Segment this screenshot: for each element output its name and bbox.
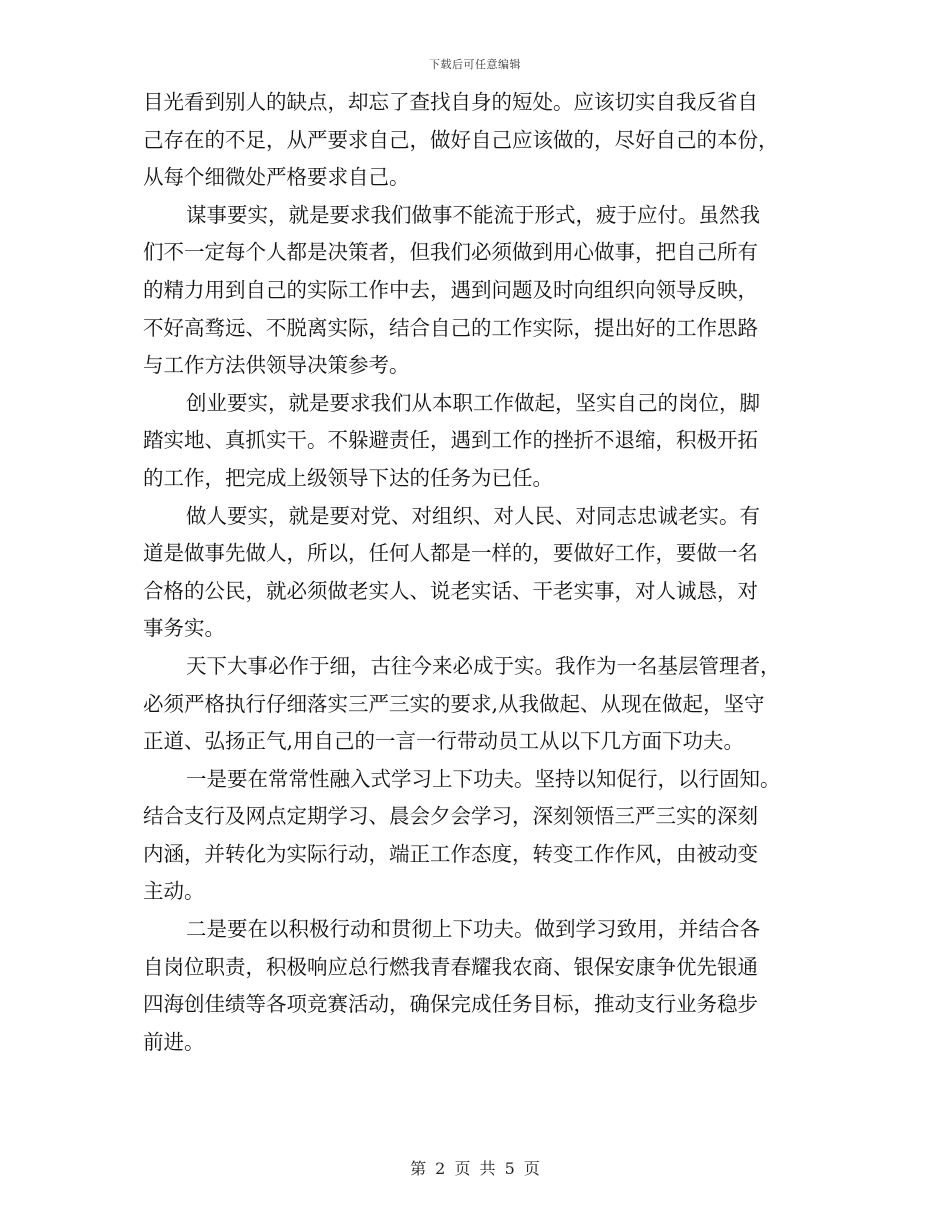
document-body <box>143 84 811 1061</box>
text-line: 的精力用到自己的实际工作中去，遇到问题及时向组织向领导反映， <box>143 277 758 302</box>
text-line: 前进。 <box>143 1029 205 1054</box>
text-line: 一是要在常常性融入式学习上下功夫。坚持以知促行，以行固知。 <box>186 766 781 791</box>
page-header: 下载后可任意编辑 <box>429 58 521 71</box>
text-line: 做人要实，就是要对党、对组织、对人民、对同志忠诚老实。有 <box>186 503 760 528</box>
text-line: 结合支行及网点定期学习、晨会夕会学习，深刻领悟三严三实的深刻 <box>143 804 758 829</box>
text-line: 合格的公民，就必须做老实人、说老实话、干老实事，对人诚恳，对 <box>143 578 758 603</box>
page-number-footer: 第 2 页 共 5 页 <box>410 1159 540 1178</box>
text-line: 必须严格执行仔细落实三严三实的要求,从我做起、从现在做起，坚守 <box>143 691 765 716</box>
text-line: 天下大事必作于细，古往今来必成于实。我作为一名基层管理者， <box>186 653 781 678</box>
text-line: 不好高骛远、不脱离实际，结合自己的工作实际，提出好的工作思路 <box>143 315 758 340</box>
text-line: 己存在的不足，从严要求自己，做好自己应该做的，尽好自己的本份， <box>143 127 779 152</box>
text-line: 自岗位职责，积极响应总行燃我青春耀我农商、银保安康争优先银通 <box>143 954 758 979</box>
text-line: 的工作，把完成上级领导下达的任务为已任。 <box>143 465 553 490</box>
text-line: 道是做事先做人，所以，任何人都是一样的，要做好工作，要做一名 <box>143 541 758 566</box>
text-line: 二是要在以积极行动和贯彻上下功夫。做到学习致用，并结合各 <box>186 917 760 942</box>
text-line: 从每个细微处严格要求自己。 <box>143 165 410 190</box>
text-line: 与工作方法供领导决策参考。 <box>143 353 410 378</box>
text-line: 们不一定每个人都是决策者，但我们必须做到用心做事，把自己所有 <box>143 240 758 265</box>
text-line: 踏实地、真抓实干。不躲避责任，遇到工作的挫折不退缩，积极开拓 <box>143 428 758 453</box>
text-line: 目光看到别人的缺点，却忘了查找自身的短处。应该切实自我反省自 <box>143 90 758 114</box>
text-line: 内涵，并转化为实际行动，端正工作态度，转变工作作风，由被动变 <box>143 841 758 866</box>
text-line: 主动。 <box>143 879 205 904</box>
text-line: 创业要实，就是要求我们从本职工作做起，坚实自己的岗位，脚 <box>186 390 760 415</box>
text-line: 正道、弘扬正气,用自己的一言一行带动员工从以下几方面下功夫。 <box>143 729 745 754</box>
text-line: 四海创佳绩等各项竞赛活动，确保完成任务目标，推动支行业务稳步 <box>143 992 758 1017</box>
text-line: 谋事要实，就是要求我们做事不能流于形式，疲于应付。虽然我 <box>186 202 760 227</box>
text-line: 事务实。 <box>143 616 225 641</box>
